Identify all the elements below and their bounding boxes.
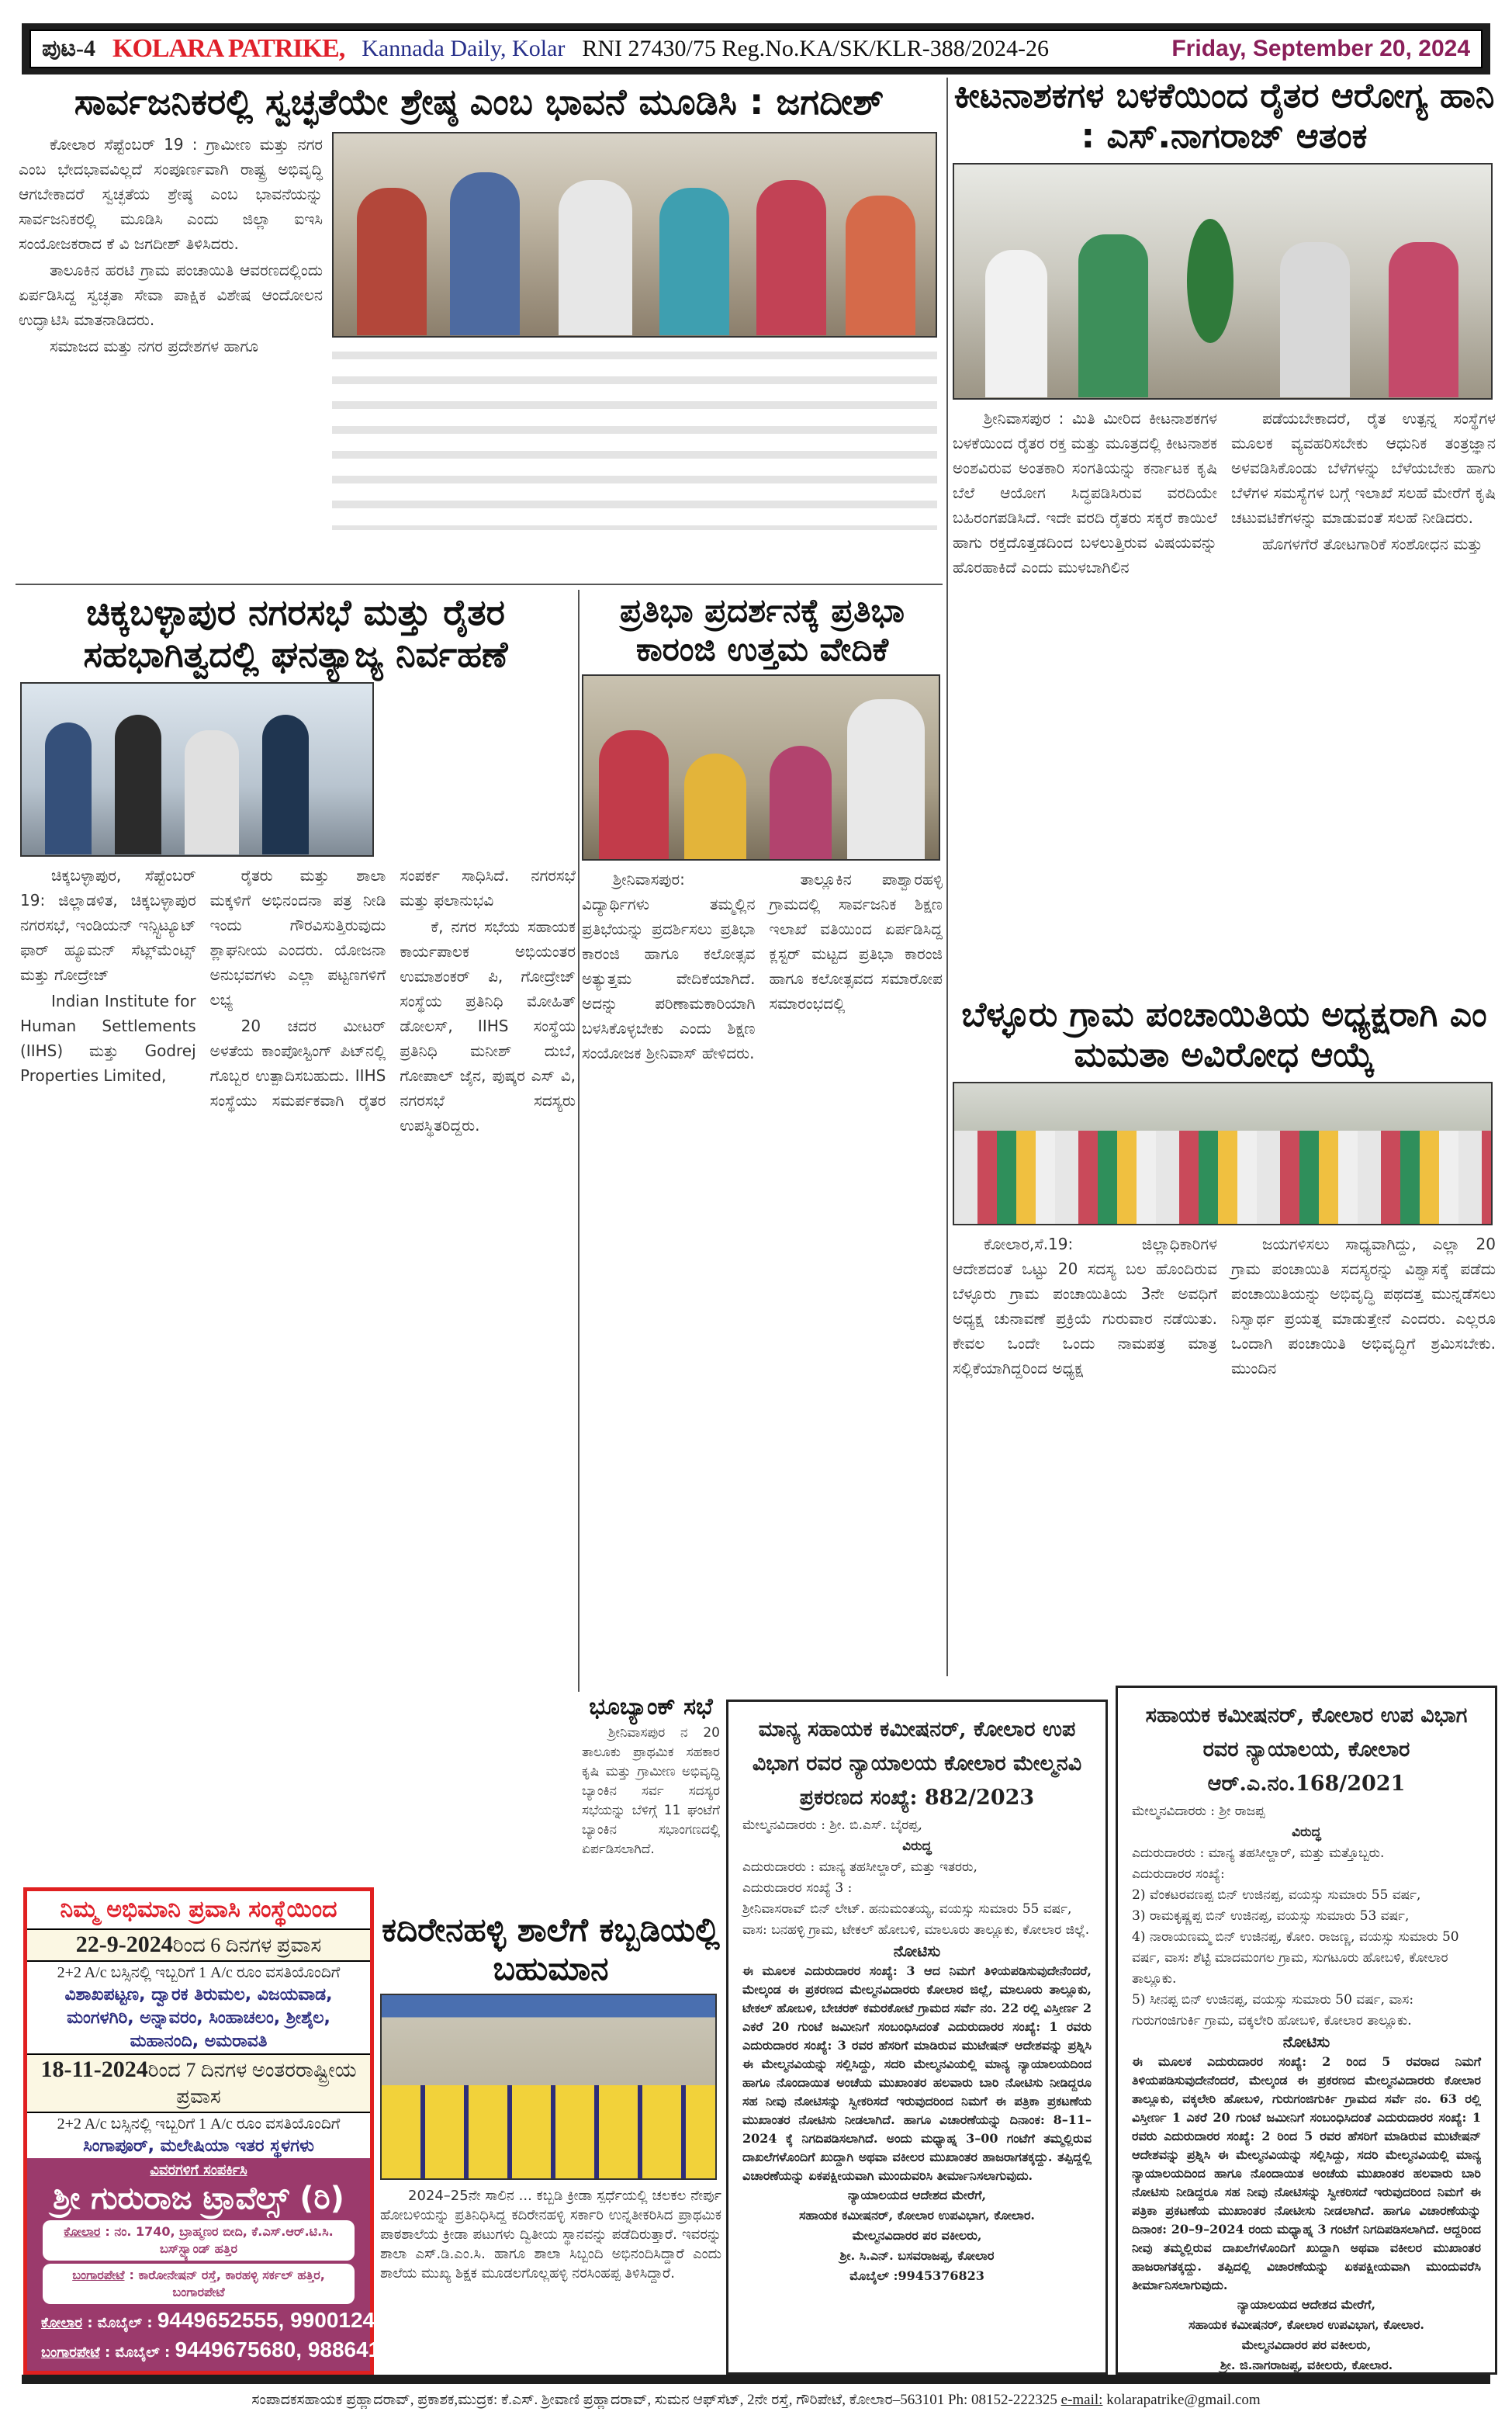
notice-heading: ಮಾನ್ಯ ಸಹಾಯಕ ಕಮೀಷನರ್, ಕೋಲಾರ ಉಪ ವಿಭಾಗ ರವರ ನ್ಯಾಯಾಲಯ ಕೋಲಾರ ಮೇಲ್ಮನವಿ ಪ್ರಕರಣದ ಸಂಖ್ಯೆ: 882/2023 [752, 1717, 1082, 1810]
addr-label: ಕೋಲಾರ [64, 2224, 101, 2239]
ad-trip1-dates [27, 1928, 370, 1962]
article-chikkaballapur-body [16, 863, 576, 1138]
photo-swachhata-pledge [332, 132, 937, 338]
respondent-item: 4) ನಾರಾಯಣಮ್ಮ ಬಿನ್ ಉಜಿನಪ್ಪ, ಕೋಂ. ರಾಜಣ್ಣ, ವಯಸ್ಸು ಸುಮಾರು 50 ವರ್ಷ, ವಾಸ: ಶೆಟ್ಟಿ ಮಾದಮಂಗಲ ಗ್ರಾಮ, ಸುಗಟೂರು ಹೋಬಳಿ, ಕೋಲಾರ ತಾಲ್ಲೂಕು. [1132, 1929, 1459, 1987]
paragraph: 2024–25ನೇ ಸಾಲಿನ ... ಕಬ್ಬಡಿ ಕ್ರೀಡಾ ಸ್ಪರ್ಧೆಯಲ್ಲಿ ಚಲಕಲ ನೇರ್ಪು ಹೋಬಳಿಯನ್ನು ಪ್ರತಿನಿಧಿಸಿದ್ದ ಕದಿರೇನಹಳ್ಳಿ ಸರ್ಕಾರಿ ಉನ್ನತೀಕರಿಸಿದ ಪ್ರಾಥಮಿಕ ಪಾಠಶಾಲೆಯ ಕ್ರೀಡಾ ಪಟುಗಳು ದ್ವಿತೀಯ ಸ್ಥಾನವನ್ನು ಪಡೆದಿರುತ್ತಾರೆ. ಇವರನ್ನು ಶಾಲಾ ಎಸ್.ಡಿ.ಎಂ.ಸಿ. ಹಾಗೂ ಶಾಲಾ ಸಿಬ್ಬಂದಿ ಅಭಿನಂದಿಸಿದ್ದಾರೆ ಎಂದು ಶಾಲೆಯ ಮುಖ್ಯ ಶಿಕ್ಷಕ ಮೂಡಲಗೊಲ್ಲಹಳ್ಳಿ ನರಸಿಂಹಪ್ಪ ತಿಳಿಸಿದ್ದಾರೆ. [380, 2188, 721, 2282]
footer-imprint [22, 2392, 1490, 2409]
headline-pratibha: ಪ್ರತಿಭಾ ಪ್ರದರ್ಶನಕ್ಕೆ ಪ್ರತಿಭಾ ಕಾರಂಜಿ ಉತ್ತಮ ವೇದಿಕೆ [620, 591, 905, 668]
signoff-line: ಸಹಾಯಕ ಕಮೀಷನರ್, ಕೋಲಾರ ಉಪವಿಭಾಗ, ಕೋಲಾರ. [799, 2208, 1035, 2223]
phone-number: 9449675680, 9886419866 [175, 2337, 429, 2361]
footer-rule [22, 2375, 1490, 2384]
paragraph: Indian Institute for Human Settlements (IIHS) ಮತ್ತು Godrej Properties Limited, [20, 991, 196, 1085]
addr-label: ಬಂಗಾರಪೇಟೆ [72, 2268, 125, 2282]
signoff-line: ಮೇಲ್ಮನವಿದಾರರ ಪರ ವಕೀಲರು, [852, 2228, 982, 2243]
paragraph: ಕೋಲಾರ ಸೆಪ್ಟೆಂಬರ್ 19 : ಗ್ರಾಮೀಣ ಮತ್ತು ನಗರ ಎಂಬ ಭೇದಭಾವವಿಲ್ಲದೆ ಸಂಪೂರ್ಣವಾಗಿ ರಾಷ್ಟ್ರ ಅಭಿವೃದ್ಧಿ ಆಗಬೇಕಾದರೆ ಸ್ವಚ್ಛತೆಯ ಶ್ರೇಷ್ಠ ಎಂಬ ಭಾವನೆಯನ್ನು ಸಾರ್ವಜನಿಕರಲ್ಲಿ ಮೂಡಿಸಿ ಎಂದು ಜಿಲ್ಲಾ ಐಇಸಿ ಸಂಯೋಜಕರಾದ ಕೆ ವಿ ಜಗದೀಶ್ ತಿಳಿಸಿದರು. [19, 135, 323, 254]
signoff-line: ಸಹಾಯಕ ಕಮೀಷನರ್, ಕೋಲಾರ ಉಪವಿಭಾಗ, ಕೋಲಾರ. [1188, 2317, 1424, 2332]
headline-chikkaballapur: ಚಿಕ್ಕಬಳ್ಳಾಪುರ ನಗರಸಭೆ ಮತ್ತು ರೈತರ ಸಹಭಾಗಿತ್ವದಲ್ಲಿ ಘನತ್ಯಾಜ್ಯ ನಿರ್ವಹಣೆ [83, 591, 508, 676]
page-number: ಪುಟ-4 [42, 36, 96, 61]
paragraph: ಶ್ರೀನಿವಾಸಪುರ ನ 20 ತಾಲೂಕು ಪ್ರಾಥಮಿಕ ಸಹಕಾರ ಕೃಷಿ ಮತ್ತು ಗ್ರಾಮೀಣ ಅಭಿವೃದ್ಧಿ ಬ್ಯಾಂಕಿನ ಸರ್ವ ಸದಸ್ಯರ ಸಭೆಯನ್ನು ಬೆಳಿಗ್ಗೆ 11 ಘಂಟೆಗೆ ಬ್ಯಾಂಕಿನ ಸಭಾಂಗಣದಲ್ಲಿ ಏರ್ಪಡಿಸಲಾಗಿದೆ. [582, 1725, 720, 1858]
phone-number: 9449652555, 9900124333 [157, 2308, 411, 2332]
respondent-item: 2) ವೆಂಕಟರವಣಪ್ಪ ಬಿನ್ ಉಜಿನಪ್ಪ, ವಯಸ್ಸು ಸುಮಾರು 55 ವರ್ಷ, [1132, 1887, 1421, 1903]
paragraph: 20 ಚದರ ಮೀಟರ್ ಅಳತೆಯ ಕಾಂಪೋಸ್ಟಿಂಗ್ ಪಿಟ್‌ನಲ್ಲಿ ಗೊಬ್ಬರ ಉತ್ಪಾದಿಸಬಹುದು. IIHS ಸಂಸ್ಥೆಯು ಸಮರ್ಪಕವಾಗಿ ರೈತರ ಸಂಪರ್ಕ ಸಾಧಿಸಿದೆ. ನಗರಸಭೆ ಮತ್ತು ಫಲಾನುಭವಿ [209, 865, 576, 1110]
respondent-detail: ಶ್ರೀನಿವಾಸರಾವ್ ಬಿನ್ ಲೇಟ್. ಹನುಮಂತಯ್ಯ, ವಯಸ್ಸು ಸುಮಾರು 55 ವರ್ಷ, ವಾಸ: ಬನಹಳ್ಳಿ ಗ್ರಾಮ, ಟೇಕಲ್ ಹೋಬಳಿ, ಮಾಲೂರು ತಾಲ್ಲೂಕು, ಕೋಲಾರ ಜಿಲ್ಲೆ. [742, 1901, 1090, 1938]
respondent-number: ಎದುರುದಾರರ ಸಂಖ್ಯೆ: [1132, 1866, 1225, 1882]
headline-pesticide: ಕೀಟನಾಶಕಗಳ ಬಳಕೆಯಿಂದ ರೈತರ ಆರೋಗ್ಯ ಹಾನಿ : ಎಸ್.ನಾಗರಾಜ್ ಆತಂಕ [953, 76, 1495, 156]
article-pratibha [582, 591, 943, 1066]
paragraph: ತಾಲ್ಲೂಕಿನ ಪಾಶ್ವಾರಹಳ್ಳಿ ಗ್ರಾಮದಲ್ಲಿ ಸಾರ್ವಜನಿಕ ಶಿಕ್ಷಣ ಇಲಾಖೆ ವತಿಯಿಂದ ಏರ್ಪಡಿಸಿದ್ದ ಕ್ಲಸ್ಟರ್ ಮಟ್ಟದ ಪ್ರತಿಭಾ ಕಾರಂಜಿ ಹಾಗೂ ಕಲೋತ್ಸವದ ಸಮಾರೋಪ ಸಮಾರಂಭದಲ್ಲಿ [769, 870, 943, 1014]
issue-date: Friday, September 20, 2024 [1171, 36, 1470, 61]
column-rule [946, 78, 948, 1676]
signoff [1132, 2295, 1481, 2375]
ad-trip1-bus: 2+2 A/c ಬಸ್ಸಿನಲ್ಲಿ ಇಬ್ಬರಿಗೆ 1 A/c ರೂಂ ವಸತಿಯೊಂದಿಗೆ [57, 1964, 341, 1981]
signoff-line: ನ್ಯಾಯಾಲಯದ ಆದೇಶದ ಮೇರೆಗೆ, [847, 2188, 987, 2202]
signoff [742, 2185, 1092, 2286]
paragraph: ಕೋಲಾರ,ಸೆ.19: ಜಿಲ್ಲಾಧಿಕಾರಿಗಳ ಆದೇಶದಂತೆ ಒಟ್ಟು 20 ಸದಸ್ಯ ಬಲ ಹೊಂದಿರುವ ಬೆಳ್ಳೂರು ಗ್ರಾಮ ಪಂಚಾಯಿತಿಯ 3ನೇ ಅವಧಿಗೆ ಅಧ್ಯಕ್ಷ ಚುನಾವಣೆ ಪ್ರಕ್ರಿಯೆ ಗುರುವಾರ ನಡೆಯಿತು. ಕೇವಲ ಒಂದೇ ಒಂದು ನಾಮಪತ್ರ ಮಾತ್ರ ಸಲ್ಲಿಕೆಯಾಗಿದ್ದರಿಂದ ಅಧ್ಯಕ್ಷ [953, 1234, 1217, 1377]
photo-bellur-group [953, 1082, 1493, 1225]
addr-text: : ನಂ. 1740, ಬ್ರಾಹ್ಮಣರ ಬೀದಿ, ಕೆ.ಎಸ್.ಆರ್.ಟಿ.ಸಿ. ಬಸ್‌ಸ್ಟ್ಯಾಂಡ್ ಹತ್ತಿರ [105, 2224, 334, 2256]
respondent-number: ಎದುರುದಾರರ ಸಂಖ್ಯೆ 3 : [742, 1880, 853, 1896]
article-kadirenahalli [380, 1911, 721, 2285]
divider [16, 584, 943, 585]
legal-notice-882-2023 [726, 1700, 1108, 2375]
travel-advertisement [23, 1887, 429, 2375]
trip2-date: 18-11-2024 [40, 2057, 148, 2082]
headline-bellur: ಬೆಳ್ಳೂರು ಗ್ರಾಮ ಪಂಚಾಯಿತಿಯ ಅಧ್ಯಕ್ಷರಾಗಿ ಎಂ ಮಮತಾ ಅವಿರೋಧ ಆಯ್ಕೆ [961, 995, 1487, 1075]
respondent-item: 3) ರಾಮಕೃಷ್ಣಪ್ಪ ಬಿನ್ ಉಜಿನಪ್ಪ, ವಯಸ್ಸು ಸುಮಾರು 53 ವರ್ಷ, [1132, 1908, 1410, 1924]
ad-trip1-places: ವಿಶಾಖಪಟ್ಟಣ, ದ್ವಾರಕ ತಿರುಮಲ, ವಿಜಯವಾಡ, ಮಂಗಳಗಿರಿ, ಅನ್ನಾವರಂ, ಸಿಂಹಾಚಲಂ, ಶ್ರೀಶೈಲ, ಮಹಾನಂದಿ, ಅಮರಾವತಿ [64, 1985, 333, 2051]
paragraph: ಸಮಾಜದ ಮತ್ತು ನಗರ ಪ್ರದೇಶಗಳ ಹಾಗೂ [50, 337, 259, 356]
headline-bhubank: ಭೂಬ್ಯಾಂಕ್ ಸಭೆ [589, 1693, 713, 1720]
article-pratibha-body [582, 867, 943, 1066]
newspaper-subtitle: Kannada Daily, Kolar [362, 36, 566, 61]
headline-kadirenahalli: ಕದಿರೇನಹಳ್ಳಿ ಶಾಲೆಗೆ ಕಬ್ಬಡಿಯಲ್ಲಿ ಬಹುಮಾನ [382, 1911, 720, 1987]
ad-contact-label: ವಿವರಗಳಿಗೆ ಸಂಪರ್ಕಿಸಿ [150, 2162, 247, 2178]
ad-trip2-bus: 2+2 A/c ಬಸ್ಸಿನಲ್ಲಿ ಇಬ್ಬರಿಗೆ 1 A/c ರೂಂ ವಸತಿಯೊಂದಿಗೆ [57, 2115, 341, 2133]
paragraph: ಚಿಕ್ಕಬಳ್ಳಾಪುರ, ಸೆಪ್ಟೆಂಬರ್ 19: ಜಿಲ್ಲಾಡಳಿತ, ಚಿಕ್ಕಬಳ್ಳಾಪುರ ನಗರಸಭೆ, ಇಂಡಿಯನ್ ಇನ್ಸ್ಟಿಟ್ಯೂಟ್ ಫಾರ್ ಹ್ಯೂಮನ್ ಸೆಟ್ಲ್‌ಮೆಂಟ್ಸ್ ಮತ್ತು ಗೋದ್ರೇಜ್ [20, 865, 196, 984]
addr-text: : ಕಾರೋನೇಷನ್ ರಸ್ತೆ, ಕಾರಹಳ್ಳಿ ಸರ್ಕಲ್ ಹತ್ತಿರ, ಬಂಗಾರಪೇಟೆ [129, 2268, 325, 2299]
trip2-text: ರಿಂದ 7 ದಿನಗಳ ಅಂತರರಾಷ್ಟ್ರೀಯ ಪ್ರವಾಸ [147, 2059, 357, 2108]
appellant: ಮೇಲ್ಮನವಿದಾರರು : ಶ್ರೀ ರಾಜಪ್ಪ [1132, 1804, 1265, 1819]
article-pesticide-body [953, 406, 1496, 580]
photo-pesticide-event [953, 163, 1493, 400]
ad-contact-panel [27, 2158, 429, 2371]
notice-body: ಈ ಮೂಲಕ ಎದುರುದಾರರ ಸಂಖ್ಯೆ: 2 ರಿಂದ 5 ರವರಾದ ನಿಮಗೆ ತಿಳಿಯಪಡಿಸುವುದೇನೆಂದರೆ, ಮೇಲ್ಕಂಡ ಈ ಪ್ರಕರಣದ ಮೇಲ್ಮನವಿದಾರರು ಕೋಲಾರ ತಾಲ್ಲೂಕು, ವಕ್ಕಲೇರಿ ಹೋಬಳಿ, ಗುರುಗಂಜಿಗುರ್ಕಿ ಗ್ರಾಮದ ಸರ್ವೆ ನಂ. 63 ರಲ್ಲಿ ವಿಸ್ತೀರ್ಣ 1 ಎಕರೆ 20 ಗುಂಟೆ ಜಮೀನಿಗೆ ಸಂಬಂಧಿಸಿದಂತೆ ಎದುರುದಾರರ ಸಂಖ್ಯೆ: 1 ರವರು ಎದುರುದಾರರ ಸಂಖ್ಯೆ: 2 ರಿಂದ 5 ರವರ ಹೆಸರಿಗೆ ಮಾಡಿರುವ ಮುಟೇಷನ್ ಆದೇಶವನ್ನು ಪ್ರಶ್ನಿಸಿ ಈ ಮೇಲ್ಮನವಿಯನ್ನು ಸಲ್ಲಿಸಿದ್ದು, ಸದರಿ ಮೇಲ್ಮನವಿಯಲ್ಲಿ ಮಾನ್ಯ ನ್ಯಾಯಾಲಯದಿಂದ ಹಾಗೂ ನೊಂದಾಯಿತ ಅಂಚೆಯ ಮುಖಾಂತರ ಹಲವಾರು ಬಾರಿ ನೋಟಿಸು ನೀಡಿದ್ದರೂ ಸಹ ನೀವು ನೋಟಿಸನ್ನು ಸ್ವೀಕರಿಸದೆ ಇರುವುದರಿಂದ ನಿಮಗೆ ಈ ಪತ್ರಿಕಾ ಪ್ರಕಟಣೆಯ ಮುಖಾಂತರ ನೋಟೀಸು ನೀಡಲಾಗಿದೆ. ಹಾಗೂ ವಿಚಾರಣೆಯನ್ನು ದಿನಾಂಕ: 20–9–2024 ರಂದು ಮಧ್ಯಾಹ್ನ 3 ಗಂಟೆಗೆ ನಿಗದಿಪಡಿಸಲಾಗಿದೆ. ಆದ್ದರಿಂದ ನೀವು ತಮ್ಮಲ್ಲಿರುವ ದಾಖಲೆಗಳೊಂದಿಗೆ ಖುದ್ದಾಗಿ ಅಥವಾ ವಕೀಲರ ಮುಖಾಂತರ ಹಾಜರಾಗತಕ್ಕದ್ದು. ತಪ್ಪಿದಲ್ಲಿ ವಿಚಾರಣೆಯನ್ನು ಏಕಪಕ್ಷೀಯವಾಗಿ ಮುಂದುವರೆಸಿ ತೀರ್ಮಾನಿಸಲಾಗುವುದು. [1132, 2054, 1481, 2292]
article-bellur-body [953, 1232, 1496, 1382]
phone-label: ಬಂಗಾರಪೇಟೆ [41, 2344, 100, 2361]
paragraph: ಶ್ರೀನಿವಾಸಪುರ: ವಿದ್ಯಾರ್ಥಿಗಳು ತಮ್ಮಲ್ಲಿನ ಪ್ರತಿಭೆಯನ್ನು ಪ್ರದರ್ಶಿಸಲು ಪ್ರತಿಭಾ ಕಾರಂಜಿ ಹಾಗೂ ಕಲೋತ್ಸವ ಅತ್ಯುತ್ತಮ ವೇದಿಕೆಯಾಗಿದೆ. ಅದನ್ನು ಪರಿಣಾಮಕಾರಿಯಾಗಿ ಬಳಸಿಕೊಳ್ಳಬೇಕು ಎಂದು ಶಿಕ್ಷಣ ಸಂಯೋಜಕ ಶ್ರೀನಿವಾಸ್ ಹೇಳಿದರು. [582, 870, 756, 1063]
paragraph: ಹೊಗಳಗೆರೆ ತೋಟಗಾರಿಕೆ ಸಂಶೋಧನ ಮತ್ತು [1262, 534, 1483, 553]
respondents: ಎದುರುದಾರರು : ಮಾನ್ಯ ತಹಸೀಲ್ದಾರ್, ಮತ್ತು ಮತ್ತೊಬ್ಬರು. [1132, 1845, 1385, 1861]
respondent-item: 5) ಸೀನಪ್ಪ ಬಿನ್ ಉಜಿನಪ್ಪ, ವಯಸ್ಸು ಸುಮಾರು 50 ವರ್ಷ, ವಾಸ: ಗುರುಗಂಜಿಗುರ್ಕಿ ಗ್ರಾಮ, ವಕ್ಕಲೇರಿ ಹೋಬಳಿ, ಕೋಲಾರ ತಾಲ್ಲೂಕು. [1132, 1992, 1414, 2029]
signoff-line: ಮೇಲ್ಮನವಿದಾರರ ಪರ ವಕೀಲರು, [1241, 2337, 1372, 2352]
ad-trip2-places: ಸಿಂಗಾಪೂರ್, ಮಲೇಷಿಯಾ ಇತರ ಸ್ಥಳಗಳು [83, 2136, 314, 2156]
signoff-line: ಶ್ರೀ. ಸಿ.ಎನ್. ಬಸವರಾಜಪ್ಪ, ಕೋಲಾರ [839, 2248, 995, 2263]
photo-chikkaballapur-event [20, 682, 374, 857]
legal-notice-168-2021 [1116, 1686, 1497, 2375]
article-swachhata [16, 81, 943, 530]
paragraph: ಪಡೆಯಬೇಕಾದರೆ, ರೈತ ಉತ್ಪನ್ನ ಸಂಸ್ಥೆಗಳ ಮೂಲಕ ವ್ಯವಹರಿಸಬೇಕು ಆಧುನಿಕ ತಂತ್ರಜ್ಞಾನ ಅಳವಡಿಸಿಕೊಂಡು ಬೆಳೆಗಳನ್ನು ಬೆಳೆಯಬೇಕು ಹಾಗು ಬೆಳೆಗಳ ಸಮಸ್ಯೆಗಳ ಬಗ್ಗೆ ಇಲಾಖೆ ಸಲಹೆ ಮೇರೆಗೆ ಕೃಷಿ ಚಟುವಟಿಕೆಗಳನ್ನು ಮಾಡುವಂತೆ ಸಲಹೆ ನೀಡಿದರು. [1231, 408, 1496, 527]
respondents: ಎದುರುದಾರರು : ಮಾನ್ಯ ತಹಸೀಲ್ದಾರ್, ಮತ್ತು ಇತರರು, [742, 1859, 977, 1875]
article-pesticide [953, 76, 1496, 580]
signoff-line: ಮೊಬೈಲ್ :9945376823 [849, 2268, 984, 2283]
article-kadirenahalli-body [380, 2186, 721, 2285]
ad-address-kolar [43, 2220, 355, 2261]
registration-number: RNI 27430/75 Reg.No.KA/SK/KLR-388/2024-26 [582, 36, 1050, 61]
newspaper-name: KOLARA PATRIKE, [112, 34, 345, 63]
headline-swachhata: ಸಾರ್ವಜನಿಕರಲ್ಲಿ ಸ್ವಚ್ಛತೆಯೇ ಶ್ರೇಷ್ಠ ಎಂಬ ಭಾವನೆ ಮೂಡಿಸಿ : ಜಗದೀಶ್ [74, 81, 884, 123]
notice-title: ನೋಟಿಸು [1282, 2032, 1330, 2051]
photo-pratibha-event [582, 674, 940, 861]
signoff-line: ನ್ಯಾಯಾಲಯದ ಆದೇಶದ ಮೇರೆಗೆ, [1237, 2297, 1376, 2312]
ad-trip2-dates [27, 2053, 370, 2113]
trip1-date: 22-9-2024 [75, 1932, 173, 1957]
paragraph: ಶ್ರೀನಿವಾಸಪುರ : ಮಿತಿ ಮೀರಿದ ಕೀಟನಾಶಕಗಳ ಬಳಕೆಯಿಂದ ರೈತರ ರಕ್ತ ಮತ್ತು ಮೂತ್ರದಲ್ಲಿ ಕೀಟನಾಶಕ ಅಂಶವಿರುವ ಅಂತಕಾರಿ ಸಂಗತಿಯನ್ನು ಕರ್ನಾಟಕ ಕೃಷಿ ಬೆಲೆ ಆಯೋಗ ಸಿದ್ಧಪಡಿಸಿರುವ ವರದಿಯೇ ಬಹಿರಂಗಪಡಿಸಿದೆ. ಇದೇ ವರದಿ ರೈತರು ಸಕ್ಕರೆ ಕಾಯಿಲೆ ಹಾಗು ರಕ್ತದೊತ್ತಡದಿಂದ ಬಳಲುತ್ತಿರುವ ವಿಷಯವನ್ನು ಹೊರಹಾಕಿದೆ ಎಂದು ಮುಳಬಾಗಿಲಿನ [953, 408, 1217, 577]
article-bhubank-body [582, 1724, 720, 1861]
photo-kabaddi-team [380, 1994, 717, 2180]
ad-brand: ಶ್ರೀ ಗುರುರಾಜ ಟ್ರಾವೆಲ್ಸ್ (ರಿ) [53, 2181, 344, 2216]
article-chikkaballapur [16, 591, 576, 1138]
email-address[interactable]: kolarapatrike@gmail.com [1106, 2392, 1261, 2408]
signoff-line: ಶ್ರೀ. ಜಿ.ನಾಗರಾಜಪ್ಪ, ವಕೀಲರು, ಕೋಲಾರ. [1220, 2358, 1393, 2372]
notice-body: ಈ ಮೂಲಕ ಎದುರುದಾರರ ಸಂಖ್ಯೆ: 3 ಆದ ನಿಮಗೆ ತಿಳಿಯಪಡಿಸುವುದೇನೆಂದರೆ, ಮೇಲ್ಕಂಡ ಈ ಪ್ರಕರಣದ ಮೇಲ್ಮನವಿದಾರರು ಕೋಲಾರ ಜಿಲ್ಲೆ, ಮಾಲೂರು ತಾಲ್ಲೂಕು, ಟೇಕಲ್ ಹೋಬಳಿ, ಬೇಚರಕ್ ಕಮರಕೋಟೆ ಗ್ರಾಮದ ಸರ್ವೆ ನಂ. 22 ರಲ್ಲಿ ವಿಸ್ತೀರ್ಣ 2 ಎಕರೆ 20 ಗುಂಟೆ ಜಮೀನಿಗೆ ಸಂಬಂಧಿಸಿದಂತೆ ಎದುರುದಾರರ ಸಂಖ್ಯೆ: 1 ರವರು ಎದುರುದಾರರ ಸಂಖ್ಯೆ: 3 ರವರ ಹೆಸರಿಗೆ ಮಾಡಿರುವ ಮುಟೇಷನ್ ಆದೇಶವನ್ನು ಪ್ರಶ್ನಿಸಿ ಈ ಮೇಲ್ಮನವಿಯನ್ನು ಸಲ್ಲಿಸಿದ್ದು, ಸದರಿ ಮೇಲ್ಮನವಿಯಲ್ಲಿ ಮಾನ್ಯ ನ್ಯಾಯಾಲಯದಿಂದ ಹಾಗೂ ನೊಂದಾಯಿತ ಅಂಚೆಯ ಮುಖಾಂತರ ಹಲವಾರು ಬಾರಿ ನೋಟಿಸು ನೀಡಿದ್ದರೂ ಸಹ ನೀವು ನೋಟಿಸನ್ನು ಸ್ವೀಕರಿಸದೆ ಇರುವುದರಿಂದ ನಿಮಗೆ ಈ ಪತ್ರಿಕಾ ಪ್ರಕಟಣೆಯ ಮುಖಾಂತರ ನೋಟಿಸು ನೀಡಲಾಗಿದೆ. ಹಾಗೂ ವಿಚಾರಣೆಯನ್ನು ದಿನಾಂಕ: 8–11–2024 ಕ್ಕೆ ನಿಗದಿಪಡಿಸಲಾಗಿದೆ. ಅಂದು ಮಧ್ಯಾಹ್ನ 3–00 ಗಂಟೆಗೆ ತಮ್ಮಲ್ಲಿರುವ ದಾಖಲೆಗಳೊಂದಿಗೆ ಖುದ್ದಾಗಿ ಅಥವಾ ವಕೀಲರ ಮುಖಾಂತರ ಹಾಜರಾಗತಕ್ಕದ್ದು. ತಪ್ಪಿದ್ದಲ್ಲಿ ವಿಚಾರಣೆಯನ್ನು ಏಕಪಕ್ಷೀಯವಾಗಿ ಮುಂದುವರಿಸಿ ತೀರ್ಮಾನಿಸಲಾಗುವುದು. [742, 1963, 1092, 2183]
ad-header: ನಿಮ್ಮ ಅಭಿಮಾನಿ ಪ್ರವಾಸಿ ಸಂಸ್ಥೆಯಿಂದ [60, 1896, 337, 1923]
notice-heading: ಸಹಾಯಕ ಕಮೀಷನರ್, ಕೋಲಾರ ಉಪ ವಿಭಾಗ ರವರ ನ್ಯಾಯಾಲಯ, ಕೋಲಾರ ಆರ್.ಎ.ನಂ.168/2021 [1145, 1703, 1468, 1796]
trip1-text: ರಿಂದ 6 ದಿನಗಳ ಪ್ರವಾಸ [172, 1934, 322, 1956]
ad-phone-bangarapet [36, 2337, 429, 2366]
article-bhubank [582, 1693, 720, 1861]
versus: ವಿರುದ್ಧ [1292, 1824, 1321, 1840]
article-swachhata-continued [332, 344, 937, 530]
appellant: ಮೇಲ್ಮನವಿದಾರರು : ಶ್ರೀ. ಬಿ.ಎಸ್. ಬೈರಪ್ಪ, [742, 1817, 922, 1833]
paragraph: ರೈತರು ಮತ್ತು ಶಾಲಾ ಮಕ್ಕಳಿಗೆ ಅಭಿನಂದನಾ ಪತ್ರ ನೀಡಿ ಇಂದು ಗೌರವಿಸುತ್ತಿರುವುದು ಶ್ಲಾಘನೀಯ ಎಂದರು. ಯೋಜನಾ ಅನುಭವಗಳು ಎಲ್ಲಾ ಪಟ್ಟಣಗಳಿಗೆ ಲಭ್ಯ [209, 865, 386, 1009]
notice-title: ನೋಟಿಸು [893, 1942, 941, 1960]
paragraph: ಕೆ, ನಗರ ಸಭೆಯ ಸಹಾಯಕ ಕಾರ್ಯಪಾಲಕ ಅಭಿಯಂತರ ಉಮಾಶಂಕರ್ ಪಿ, ಗೋದ್ರೇಜ್ ಸಂಸ್ಥೆಯ ಪ್ರತಿನಿಧಿ ಮೋಹಿತ್ ಡೋಲಸ್, IIHS ಸಂಸ್ಥೆಯ ಪ್ರತಿನಿಧಿ ಮನೀಶ್ ದುಬೆ, ಗೋಪಾಲ್ ಜೈನ, ಪುಷ್ಕರ ಎಸ್ ವಿ, ನಗರಸಭೆ ಸದಸ್ಯರು ಉಪಸ್ಥಿತರಿದ್ದರು. [400, 917, 576, 1135]
column-rule [578, 590, 580, 1692]
article-bellur [953, 995, 1496, 1382]
masthead [22, 23, 1490, 74]
paragraph: ತಾಲೂಕಿನ ಹರಟಿ ಗ್ರಾಮ ಪಂಚಾಯಿತಿ ಆವರಣದಲ್ಲಿಂದು ಏರ್ಪಡಿಸಿದ್ದ ಸ್ವಚ್ಛತಾ ಸೇವಾ ಪಾಕ್ಷಿಕ ವಿಶೇಷ ಆಂದೋಲನ ಉದ್ಘಾಟಿಸಿ ಮಾತನಾಡಿದರು. [19, 261, 323, 330]
phone-label: ಕೋಲಾರ [41, 2315, 83, 2331]
phone-prefix: : ಮೊಬೈಲ್ : [87, 2315, 153, 2331]
versus: ವಿರುದ್ಧ [902, 1838, 932, 1854]
ad-address-bangarapet [43, 2264, 355, 2304]
paragraph: ಜಯಗಳಿಸಲು ಸಾಧ್ಯವಾಗಿದ್ದು, ಎಲ್ಲಾ 20 ಗ್ರಾಮ ಪಂಚಾಯಿತಿ ಸದಸ್ಯರನ್ನು ವಿಶ್ವಾಸಕ್ಕೆ ಪಡೆದು ಪಂಚಾಯಿತಿಯನ್ನು ಅಭಿವೃದ್ಧಿ ಪಥದತ್ತ ಮುನ್ನಡೆಸಲು ನಿಸ್ವಾರ್ಥ ಪ್ರಯತ್ನ ಮಾಡುತ್ತೇನೆ ಎಂದರು. ಎಲ್ಲರೂ ಒಂದಾಗಿ ಪಂಚಾಯಿತಿ ಅಭಿವೃದ್ಧಿಗೆ ಶ್ರಮಿಸಬೇಕು. ಮುಂದಿನ [1231, 1234, 1496, 1377]
phone-prefix: : ಮೊಬೈಲ್ : [105, 2344, 171, 2361]
email-label: e-mail: [1060, 2392, 1103, 2408]
article-swachhata-body [16, 132, 323, 530]
imprint-text: ಸಂಪಾದಕಸಹಾಯಕ ಪ್ರಹ್ಲಾದರಾವ್, ಪ್ರಕಾಶಕ,ಮುದ್ರಕ: ಕೆ.ಎಸ್. ಶ್ರೀವಾಣಿ ಪ್ರಹ್ಲಾದರಾವ್, ಸುಮನ ಆಫ್‌ಸೆಟ್, 2ನೇ ರಸ್ತೆ, ಗೌರಿಪೇಟೆ, ಕೋಲಾರ–563101 Ph: 08152-222325 [251, 2392, 1057, 2408]
ad-phone-kolar [36, 2307, 411, 2337]
